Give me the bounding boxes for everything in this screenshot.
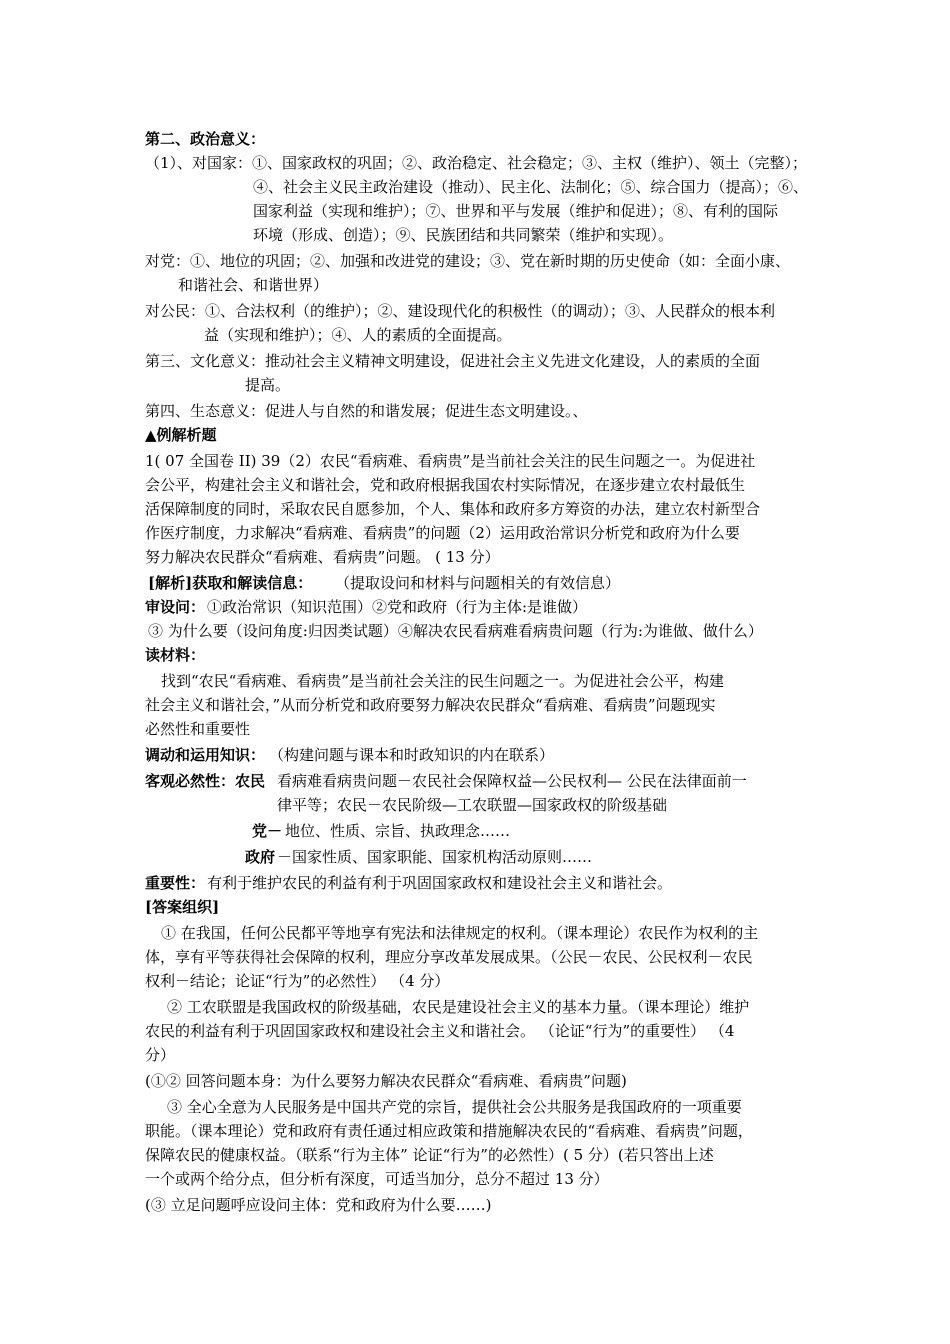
text-line: 政府: [245, 848, 276, 866]
text-line: （构建问题与课本和时政知识的内在联系）: [269, 746, 555, 764]
text-line: 一个或两个给分点，但分析有深度，可适当加分，总分不超过 13 分）: [145, 1170, 609, 1188]
text-line: 读材料：: [145, 646, 206, 664]
text-line: 作医疗制度，力求解决“看病难、看病贵”的问题（2）运用政治常识分析党和政府为什么要: [145, 524, 740, 542]
text-line: ① 在我国，任何公民都平等地享有宪法和法律规定的权利。（课本理论）农民作为权利的主: [161, 924, 759, 942]
text-line: 第四、生态意义：促进人与自然的和谐发展；促进生态文明建设。、: [145, 402, 588, 420]
text-line: 农民的利益有利于巩固国家政权和建设社会主义和谐社会。 （论证“行为”的重要性） （4: [145, 1022, 735, 1040]
text-line: ④、社会主义民主政治建设（推动）、民主化、法制化；⑤、综合国力（提高）；⑥、: [253, 178, 809, 196]
text-line: [答案组织]: [145, 898, 220, 916]
text-line: （提取设问和材料与问题相关的有效信息）: [335, 574, 621, 592]
text-line: 社会主义和谐社会，”从而分析党和政府要努力解决农民群众“看病难、看病贵”问题现实: [145, 696, 716, 714]
text-line: 重要性：: [145, 874, 206, 892]
text-line: 第三、文化意义：推动社会主义精神文明建设，促进社会主义先进文化建设，人的素质的全面: [145, 352, 761, 370]
text-line: 找到“农民“看病难、看病贵”是当前社会关注的民生问题之一。为促进社会公平，构建: [161, 672, 725, 690]
text-line: 调动和运用知识：: [145, 746, 266, 764]
text-line: 会公平，构建社会主义和谐社会，党和政府根据我国农村实际情况，在逐步建立农村最低生: [145, 476, 746, 494]
text-line: 客观必然性：农民: [145, 772, 266, 790]
text-line: 体，享有平等获得社会保障的权利，理应分享改革发展成果。（公民－农民、公民权利－农民: [145, 948, 753, 966]
text-line: ③ 全心全意为人民服务是中国共产党的宗旨，提供社会公共服务是我国政府的一项重要: [167, 1098, 742, 1116]
text-line: 分）: [145, 1046, 176, 1064]
text-line: 1( 07 全国卷 II) 39（2）农民“看病难、看病贵”是当前社会关注的民生问题之一。为促进社: [145, 452, 756, 470]
text-line: 环境（形成、创造）；⑨、民族团结和共同繁荣（维护和实现）。: [253, 226, 674, 244]
text-line: （1）、对国家：①、国家政权的巩固；②、政治稳定、社会稳定；③、主权（维护）、领土（完整）；: [145, 154, 808, 172]
text-line: 提高。: [245, 376, 291, 394]
text-line: 必然性和重要性: [145, 720, 251, 738]
text-line: 对党：①、地位的巩固；②、加强和改进党的建设；③、党在新时期的历史使命（如：全面小康、: [145, 252, 791, 270]
text-line: 国家利益（实现和维护）；⑦、世界和平与发展（维护和促进）；⑧、有利的国际: [253, 202, 779, 220]
text-line: 益（实现和维护）；④、人的素质的全面提高。: [204, 326, 512, 344]
text-line: ③ 为什么要（设问角度:归因类试题）④解决农民看病难看病贵问题（行为:为谁做、做什么）: [148, 622, 763, 640]
text-line: 看病难看病贵问题－农民社会保障权益—公民权利— 公民在法律面前一: [277, 772, 747, 790]
text-line: 有利于维护农民的利益有利于巩固国家政权和建设社会主义和谐社会。: [207, 874, 673, 892]
text-line: 职能。（课本理论）党和政府有责任通过相应政策和措施解决农民的“看病难、看病贵”问题，: [145, 1122, 753, 1140]
text-line: 权利－结论；论证“行为”的必然性） （4 分）: [145, 972, 450, 990]
text-line: 努力解决农民群众“看病难、看病贵”问题。 ( 13 分）: [145, 548, 500, 566]
text-line: ▲例解析题: [145, 426, 217, 444]
text-line: －国家性质、国家职能、国家机构活动原则……: [277, 848, 593, 866]
text-line: 审设问：: [145, 598, 206, 616]
text-line: 和谐社会、和谐世界）: [178, 276, 329, 294]
text-line: 党－: [252, 822, 283, 840]
text-line: 对公民：①、合法权利（的维护）；②、建设现代化的积极性（的调动）；③、人民群众的根本利: [145, 302, 776, 320]
text-line: (①② 回答问题本身：为什么要努力解决农民群众“看病难、看病贵”问题): [145, 1072, 627, 1090]
text-line: ② 工农联盟是我国政权的阶级基础，农民是建设社会主义的基本力量。（课本理论）维护: [167, 998, 750, 1016]
text-line: 保障农民的健康权益。（联系“行为主体” 论证“行为”的必然性）( 5 分）(若只答出上述: [145, 1146, 714, 1164]
text-line: 活保障制度的同时，采取农民自愿参加，个人、集体和政府多方筹资的办法，建立农村新型合: [145, 500, 761, 518]
text-line: 律平等；农民－农民阶级—工农联盟—国家政权的阶级基础: [277, 796, 668, 814]
text-line: 第二、政治意义：: [145, 130, 266, 148]
text-line: 地位、性质、宗旨、执政理念……: [285, 822, 511, 840]
text-line: [解析]获取和解读信息：: [148, 574, 313, 592]
text-line: (③ 立足问题呼应设问主体：党和政府为什么要……): [145, 1196, 492, 1214]
text-line: ①政治常识（知识范围）②党和政府（行为主体:是谁做）: [207, 598, 588, 616]
